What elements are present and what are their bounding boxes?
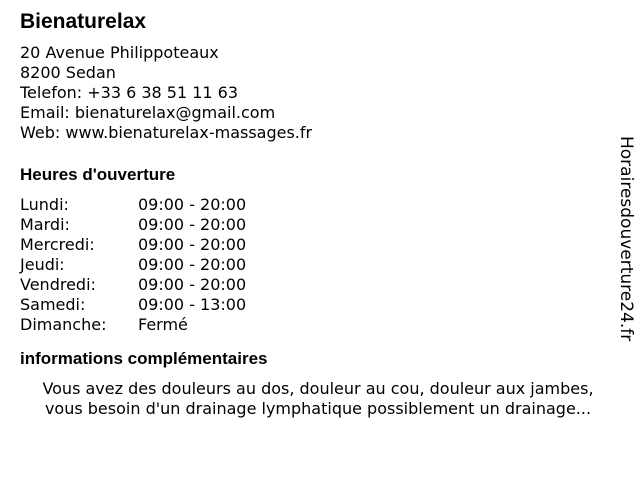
hours-day: Lundi: bbox=[20, 195, 69, 214]
website-line: Web: www.bienaturelax-massages.fr bbox=[20, 123, 313, 142]
address-city: 8200 Sedan bbox=[20, 63, 116, 82]
hours-time: 09:00 - 20:00 bbox=[138, 235, 247, 254]
hours-time: 09:00 - 13:00 bbox=[138, 295, 247, 314]
hours-time: 09:00 - 20:00 bbox=[138, 215, 247, 234]
opening-hours-heading: Heures d'ouverture bbox=[20, 165, 176, 184]
hours-row-thursday bbox=[20, 255, 610, 275]
additional-info-line-2: vous besoin d'un drainage lymphatique possiblement un drainage... bbox=[44, 399, 592, 418]
hours-row-tuesday bbox=[20, 215, 610, 235]
email-line: Email: bienaturelax@gmail.com bbox=[20, 103, 276, 122]
address-street: 20 Avenue Philippoteaux bbox=[20, 43, 219, 62]
opening-hours-table bbox=[20, 195, 610, 335]
additional-info-line-1: Vous avez des douleurs au dos, douleur au cou, douleur aux jambes, bbox=[42, 379, 594, 398]
additional-info-text bbox=[18, 379, 618, 419]
business-card bbox=[20, 10, 610, 419]
hours-row-sunday bbox=[20, 315, 610, 335]
hours-day: Mercredi: bbox=[20, 235, 95, 254]
hours-day: Mardi: bbox=[20, 215, 70, 234]
hours-row-monday bbox=[20, 195, 610, 215]
hours-time: 09:00 - 20:00 bbox=[138, 255, 247, 274]
hours-day: Vendredi: bbox=[20, 275, 96, 294]
hours-row-saturday bbox=[20, 295, 610, 315]
hours-time: Fermé bbox=[138, 315, 188, 334]
hours-time: 09:00 - 20:00 bbox=[138, 195, 247, 214]
hours-time: 09:00 - 20:00 bbox=[138, 275, 247, 294]
hours-row-friday bbox=[20, 275, 610, 295]
business-name: Bienaturelax bbox=[20, 10, 147, 33]
hours-day: Samedi: bbox=[20, 295, 86, 314]
hours-day: Dimanche: bbox=[20, 315, 107, 334]
hours-row-wednesday bbox=[20, 235, 610, 255]
site-watermark: Horairesdouverture24.fr bbox=[616, 136, 636, 342]
additional-info-heading: informations complémentaires bbox=[20, 349, 268, 368]
hours-day: Jeudi: bbox=[20, 255, 65, 274]
phone-line: Telefon: +33 6 38 51 11 63 bbox=[20, 83, 239, 102]
